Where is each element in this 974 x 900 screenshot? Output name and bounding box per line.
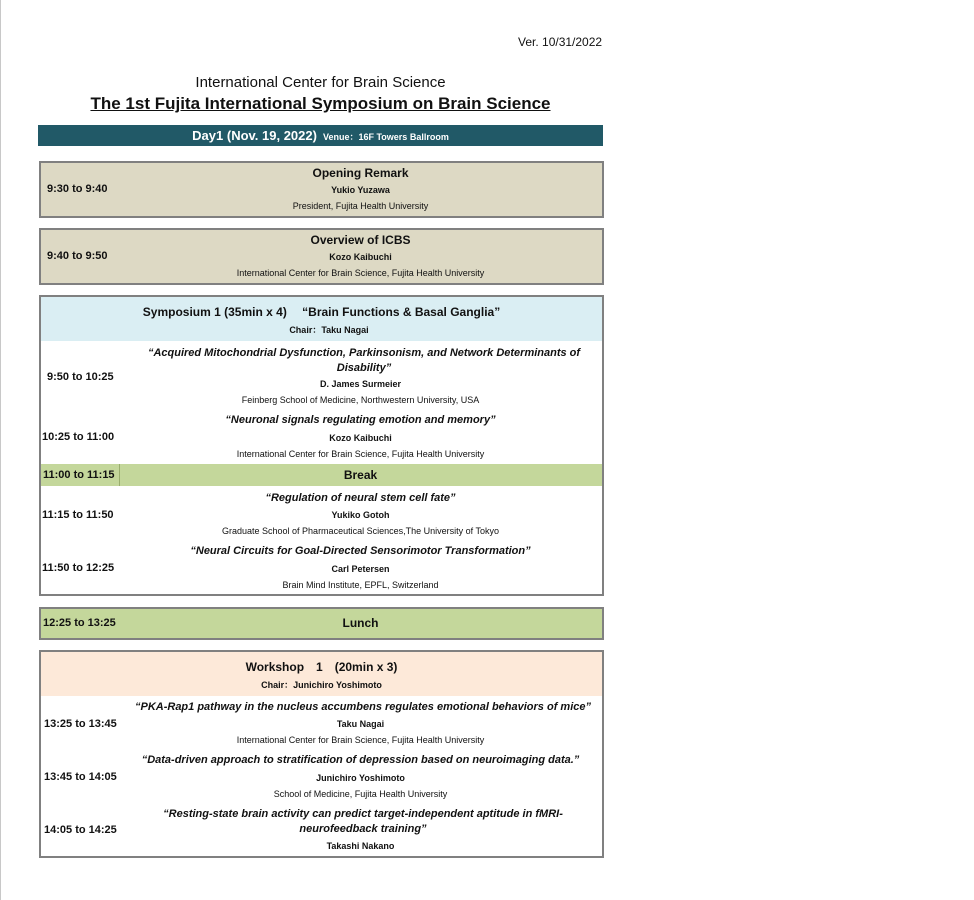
speaker-affiliation: President, Fujita Health University [292, 201, 429, 211]
talk-title: “Regulation of neural stem cell fate” [265, 492, 456, 504]
break-label: Break [343, 468, 378, 482]
speaker-name: Taku Nagai [336, 719, 385, 729]
speaker-affiliation: International Center for Brain Science, Fujita Health University [236, 735, 485, 745]
speaker-affiliation: Feinberg School of Medicine, Northwestern University, USA [241, 395, 480, 405]
session-time: 9:40 to 9:50 [47, 250, 108, 262]
speaker-affiliation: Brain Mind Institute, EPFL, Switzerland [282, 580, 439, 590]
talk-time: 14:05 to 14:25 [44, 824, 117, 836]
break-row [41, 464, 602, 486]
day-header-bar [38, 125, 603, 146]
speaker-affiliation: School of Medicine, Fujita Health University [273, 789, 448, 799]
speaker-name: Junichiro Yoshimoto [316, 773, 405, 783]
session-title: Opening Remark [312, 166, 409, 180]
talk-time: 10:25 to 11:00 [42, 431, 115, 443]
workshop-1-block [39, 650, 604, 858]
workshop-chair: Chair：Junichiro Yoshimoto [261, 680, 382, 690]
session-time: 9:30 to 9:40 [47, 183, 108, 195]
speaker-name: Yukiko Gotoh [331, 510, 390, 520]
talk-title: “Acquired Mitochondrial Dysfunction, Parkinsonism, and Network Determinants of Disability” [147, 347, 581, 374]
version-label: Ver. 10/31/2022 [518, 35, 603, 49]
symposium-chair: Chair：Taku Nagai [289, 325, 369, 335]
opening-remark-block [39, 161, 604, 218]
talk-time: 13:25 to 13:45 [44, 718, 117, 730]
talk-title: “Resting-state brain activity can predict target-independent aptitude in fMRI-neurofeedback training” [163, 808, 563, 835]
speaker-name: Takashi Nakano [326, 841, 395, 851]
talk-title: “Data-driven approach to stratification of depression based on neuroimaging data.” [141, 754, 580, 766]
break-time: 11:00 to 11:15 [43, 469, 115, 481]
speaker-name: Carl Petersen [331, 564, 390, 574]
organization-name: International Center for Brain Science [195, 74, 446, 91]
speaker-name: Kozo Kaibuchi [329, 252, 392, 262]
talk-time: 11:50 to 12:25 [42, 562, 115, 574]
speaker-affiliation: International Center for Brain Science, Fujita Health University [236, 449, 485, 459]
speaker-name: D. James Surmeier [319, 379, 402, 389]
speaker-name: Yukio Yuzawa [331, 185, 390, 195]
page-left-edge [0, 0, 1, 900]
speaker-affiliation: Graduate School of Pharmaceutical Sciences,The University of Tokyo [222, 526, 499, 536]
lunch-time: 12:25 to 13:25 [43, 617, 116, 629]
symposium-1-block [39, 295, 604, 596]
lunch-block [39, 607, 604, 640]
talk-time: 13:45 to 14:05 [44, 771, 117, 783]
talk-time: 9:50 to 10:25 [47, 371, 114, 383]
overview-block [39, 228, 604, 285]
speaker-affiliation: International Center for Brain Science, Fujita Health University [236, 268, 485, 278]
venue-label: Venue：16F Towers Ballroom [322, 132, 449, 142]
lunch-label: Lunch [342, 616, 379, 630]
talk-title: “PKA-Rap1 pathway in the nucleus accumbens regulates emotional behaviors of mice” [134, 701, 591, 713]
workshop-header-text: Workshop 1 (20min x 3) [245, 660, 398, 674]
talk-title: “Neural Circuits for Goal-Directed Sensorimotor Transformation” [190, 545, 531, 557]
talk-time: 11:15 to 11:50 [42, 509, 114, 521]
symposium-header-text: Symposium 1 (35min x 4) “Brain Functions & Basal Ganglia” [142, 305, 501, 319]
day-label: Day1 (Nov. 19, 2022) [192, 128, 317, 143]
symposium-title: The 1st Fujita International Symposium on Brain Science [90, 94, 551, 113]
talk-title: “Neuronal signals regulating emotion and memory” [225, 414, 496, 426]
speaker-name: Kozo Kaibuchi [329, 433, 392, 443]
session-title: Overview of ICBS [310, 233, 411, 247]
